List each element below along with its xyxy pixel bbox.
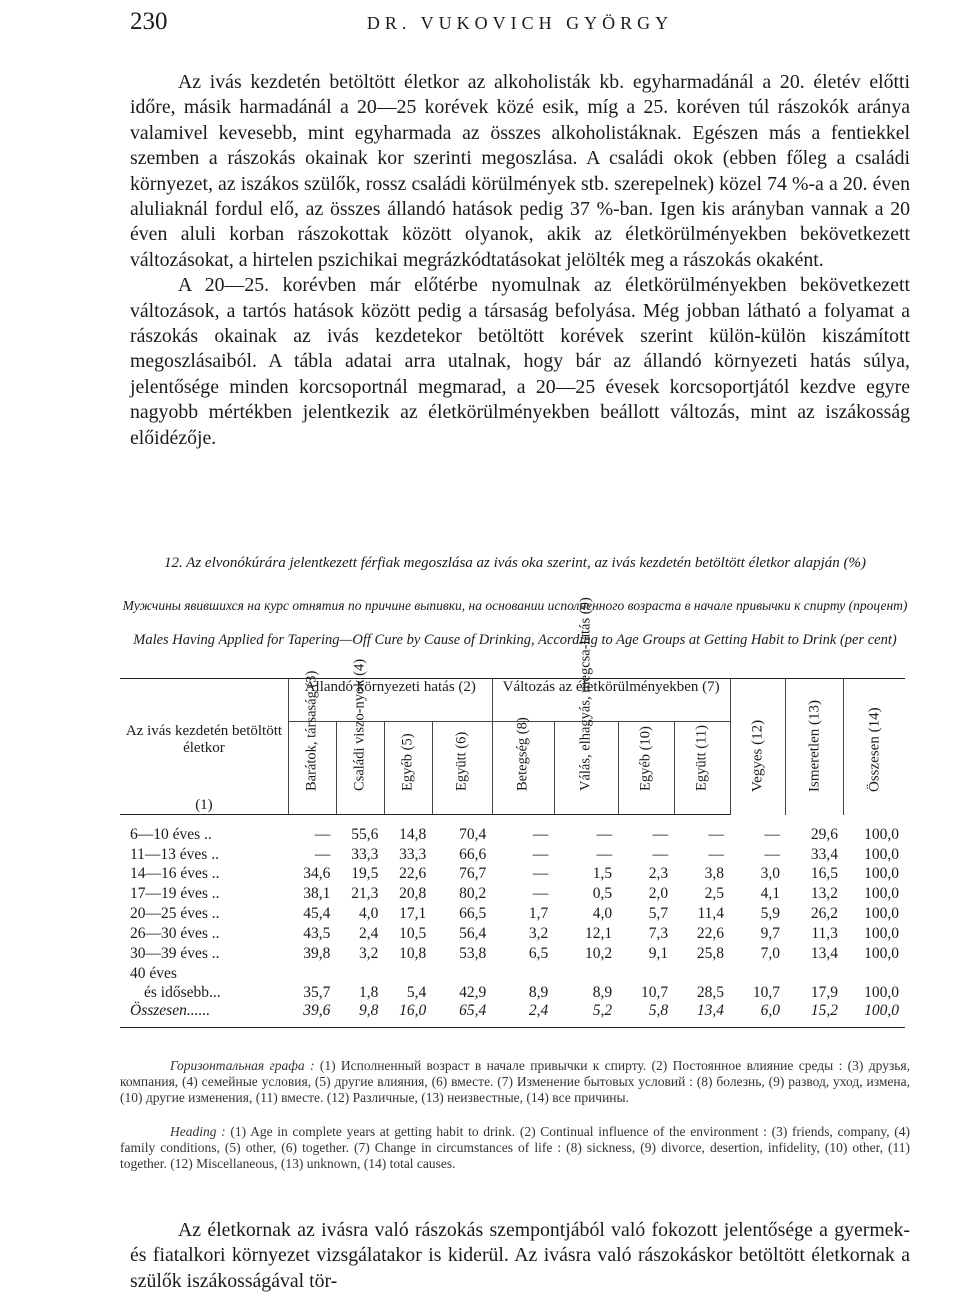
table-row bbox=[120, 904, 905, 924]
row-label: 30—39 éves .. bbox=[130, 944, 220, 962]
table-cell: 10,8 bbox=[399, 944, 427, 962]
table-cell: 5,2 bbox=[554, 1002, 618, 1028]
table-cell: — bbox=[532, 865, 549, 883]
table-caption-hungarian: 12. Az elvonókúrára jelentkezett férfiak megoszlása az ivás oka szerint, az ivás kezdetén betöltött életkor alapján (%) bbox=[163, 555, 867, 571]
table-cell: 29,6 bbox=[810, 825, 838, 843]
table-cell: 20,8 bbox=[399, 885, 427, 903]
table-cell: 100,0 bbox=[864, 885, 899, 903]
group-header-constant: Állandó környezeti hatás (2) bbox=[288, 679, 492, 722]
table-cell: 8,9 bbox=[592, 983, 613, 1001]
table-cell: — bbox=[314, 845, 331, 863]
table-cell: 10,5 bbox=[399, 924, 427, 942]
table-cell: 17,9 bbox=[810, 983, 838, 1001]
row-label: Összesen...... bbox=[120, 1002, 288, 1028]
row-header-number: (1) bbox=[195, 797, 213, 813]
table-cell: 34,6 bbox=[303, 865, 331, 883]
row-label: 14—16 éves .. bbox=[130, 865, 220, 883]
table-cell: 45,4 bbox=[303, 905, 331, 923]
table-cell: 2,0 bbox=[648, 885, 669, 903]
table-cell: 70,4 bbox=[459, 825, 487, 843]
table-cell: 28,5 bbox=[696, 983, 725, 1001]
row-label: 40 éves és idősebb... bbox=[130, 964, 221, 1001]
table-cell: 100,0 bbox=[844, 1002, 905, 1028]
table-cell: 25,8 bbox=[696, 944, 725, 962]
table-cell: 0,5 bbox=[592, 885, 613, 903]
table-cell: 9,7 bbox=[760, 924, 780, 942]
table-cell: 35,7 bbox=[303, 983, 331, 1001]
table-cell: 12,1 bbox=[585, 924, 613, 942]
table-cell: 100,0 bbox=[864, 865, 899, 883]
notes-russian-label: Горизонтальная графа : bbox=[170, 1058, 315, 1073]
column-header: Egyéb (5) bbox=[384, 722, 432, 815]
table-body bbox=[120, 815, 905, 1028]
table-cell: 43,5 bbox=[303, 924, 331, 942]
table-cell: — bbox=[532, 885, 549, 903]
row-label: 17—19 éves .. bbox=[130, 885, 220, 903]
notes-english-text: (1) Age in complete years at getting habit to drink. (2) Continual influence of the environment : (3) friends, company, (4) family conditions, (5) other, (6) together. (7) Change in circumstances of life : (8) sickness, (9) divorce, desertion, infidelity, (10) other, (11) together. (12) Miscellaneous, (13) unknown, (14) total causes. bbox=[120, 1124, 910, 1171]
table-cell: 100,0 bbox=[864, 825, 899, 843]
table-cell: 13,2 bbox=[810, 885, 838, 903]
table-cell: 1,8 bbox=[358, 983, 379, 1001]
page-number: 230 bbox=[130, 8, 168, 35]
group-header-change: Változás az életkörülményekben (7) bbox=[492, 679, 730, 722]
table-cell: 2,3 bbox=[648, 865, 669, 883]
column-header: Betegség (8) bbox=[492, 722, 554, 815]
table-cell: 14,8 bbox=[399, 825, 427, 843]
table-row-total bbox=[120, 1002, 905, 1028]
table-cell: 22,6 bbox=[399, 865, 427, 883]
table-cell: 13,4 bbox=[810, 944, 838, 962]
table-cell: 100,0 bbox=[864, 983, 899, 1001]
table-cell: 7,0 bbox=[760, 944, 780, 962]
table-cell: 21,3 bbox=[351, 885, 379, 903]
page-header bbox=[130, 8, 910, 44]
table-cell: 100,0 bbox=[864, 845, 899, 863]
column-header: Családi viszo-nyok (4) bbox=[336, 722, 384, 815]
table-cell: 4,1 bbox=[760, 885, 780, 903]
table-cell: 56,4 bbox=[459, 924, 487, 942]
paragraph: A 20—25. korévben már előtérbe nyomulnak az életkörülményekben bekövetkezett változások, a tartós hatások között pedig a társaság befolyása. Még jobban látható a folyamat a rászokás okainak az ivás kezdetekor betöltött korévek szerint külön-külön kiszámított megoszlásaiból. A tábla adatai arra utalnak, hogy bár az állandó környezeti hatás súlya, jelentősége minden korcsoportnál megmarad, a 20—25 évesek korcsoportjától kezdve egyre nagyobb mértékben jelentkezik az életkörülményekben beállott változás, mint az iszákosság előidézője. bbox=[130, 274, 910, 449]
table-row bbox=[120, 964, 905, 1002]
table-caption-english: Males Having Applied for Tapering—Off Cure by Cause of Drinking, According to Age Groups at Getting Habit to Drink (per cent) bbox=[133, 632, 897, 648]
table-cell: 15,2 bbox=[786, 1002, 844, 1028]
table-cell: 8,9 bbox=[528, 983, 549, 1001]
table-cell: — bbox=[652, 825, 669, 843]
notes-english-label: Heading : bbox=[170, 1124, 226, 1139]
table-cell: 55,6 bbox=[351, 825, 379, 843]
table-cell: 2,4 bbox=[492, 1002, 554, 1028]
table-cell: 100,0 bbox=[864, 924, 899, 942]
body-text-bottom bbox=[130, 1218, 910, 1294]
table-cell: 53,8 bbox=[459, 944, 487, 962]
table-cell: — bbox=[708, 845, 725, 863]
table-cell: 39,8 bbox=[303, 944, 331, 962]
row-header-label: Az ivás kezdetén betöltött életkor bbox=[125, 723, 283, 756]
table-cell: — bbox=[532, 845, 549, 863]
table-cell: 11,3 bbox=[811, 924, 838, 942]
table-cell: — bbox=[708, 825, 725, 843]
table-cell: 16,0 bbox=[384, 1002, 432, 1028]
table-cell: 38,1 bbox=[303, 885, 331, 903]
row-header-cell bbox=[120, 679, 288, 815]
table-cell: — bbox=[596, 825, 613, 843]
table-cell: 11,4 bbox=[697, 905, 725, 923]
table-cell: 10,7 bbox=[752, 983, 780, 1001]
column-header: Együtt (6) bbox=[432, 722, 492, 815]
notes-russian-text: (1) Исполненный возраст в начале привычки к спирту. (2) Постоянное влияние среды : (3) друзья, компания, (4) семейные условия, (5) другие влияния, (6) вместе. (7) Изменение бытовых условий : (8) болезнь, (9) развод, уход, измена, (10) другие изменения, (11) вместе. (12) Различные, (13) неизвестные, (14) все причины. bbox=[120, 1058, 911, 1105]
row-label: 26—30 éves .. bbox=[130, 924, 220, 942]
table-cell: 26,2 bbox=[810, 905, 838, 923]
table-cell: 7,3 bbox=[648, 924, 669, 942]
table-cell: 9,8 bbox=[336, 1002, 384, 1028]
table-cell: 33,3 bbox=[399, 845, 427, 863]
running-head: DR. VUKOVICH GYÖRGY bbox=[366, 13, 674, 33]
table-cell: 6,5 bbox=[528, 944, 549, 962]
table-cell: 65,4 bbox=[432, 1002, 492, 1028]
table-row bbox=[120, 815, 905, 845]
table-cell: 16,5 bbox=[810, 865, 838, 883]
table-cell: — bbox=[596, 845, 613, 863]
paragraph: Az életkornak az ivásra való rászokás szempontjából való fokozott jelentősége a gyermek- és fiatalkori környezet vizsgálatakor is kiderül. Az ivásra való rászokáskor betöltött életkornak a szülők iszákosságával tör- bbox=[130, 1219, 910, 1292]
table-cell: 3,2 bbox=[528, 924, 549, 942]
table-cell: 5,8 bbox=[618, 1002, 674, 1028]
table-cell: 3,8 bbox=[704, 865, 725, 883]
table-cell: 13,4 bbox=[674, 1002, 730, 1028]
table-cell: 33,4 bbox=[810, 845, 838, 863]
table-cell: 5,9 bbox=[760, 905, 780, 923]
table-caption-russian: Мужчины явившихся на курс отнятия по причине выпивки, на основании исполненного возраста в начале привычки к спирту (процент) bbox=[122, 598, 908, 613]
table-cell: 22,6 bbox=[696, 924, 725, 942]
body-text-top bbox=[130, 70, 910, 451]
table-cell: 1,7 bbox=[528, 905, 549, 923]
table-cell: 10,7 bbox=[640, 983, 669, 1001]
table-cell: 9,1 bbox=[648, 944, 669, 962]
table-cell: 42,9 bbox=[459, 983, 487, 1001]
table-cell: 4,0 bbox=[592, 905, 613, 923]
table-cell: 66,6 bbox=[459, 845, 487, 863]
table-cell: 100,0 bbox=[864, 944, 899, 962]
table-cell: 3,0 bbox=[760, 865, 780, 883]
column-header: Ismeretlen (13) bbox=[786, 679, 844, 815]
table-cell: 6,0 bbox=[730, 1002, 786, 1028]
row-label: 11—13 éves .. bbox=[130, 845, 219, 863]
table-row bbox=[120, 845, 905, 865]
row-label: 6—10 éves .. bbox=[130, 825, 212, 843]
table-cell: 80,2 bbox=[459, 885, 487, 903]
column-header: Barátok, társaság (3) bbox=[288, 722, 336, 815]
table-cell: 1,5 bbox=[592, 865, 613, 883]
table-cell: 33,3 bbox=[351, 845, 379, 863]
table-cell: 3,2 bbox=[358, 944, 379, 962]
row-label: 20—25 éves .. bbox=[130, 905, 220, 923]
column-header: Egyéb (10) bbox=[618, 722, 674, 815]
table-row bbox=[120, 865, 905, 885]
table-cell: 76,7 bbox=[459, 865, 487, 883]
table-cell: — bbox=[764, 825, 780, 843]
column-header: Összesen (14) bbox=[844, 679, 905, 815]
table-cell: 17,1 bbox=[399, 905, 427, 923]
table-cell: 100,0 bbox=[864, 905, 899, 923]
table-cell: 2,5 bbox=[704, 885, 725, 903]
table-row bbox=[120, 944, 905, 964]
table-cell: — bbox=[652, 845, 669, 863]
table-cell: 5,4 bbox=[406, 983, 427, 1001]
notes-english bbox=[120, 1124, 910, 1172]
column-header: Válás, elhagyás, megcsa-latás (9) bbox=[554, 722, 618, 815]
paragraph: Az ivás kezdetén betöltött életkor az alkoholisták kb. egyharmadánál a 20. életév előtti időre, másik harmadánál a 20—25 korévek közé esik, míg a 25. koréven túl rászokók aránya valamivel kevesebb, mint egyharmada az összes alkoholistáknak. Egészen más a fentiekkel szemben a rászokás okainak kor szerinti megoszlása. A családi okok (ebben főleg a családi környezet, az iszákos szülők, rossz családi körülmények stb. szerepelnek) közel 74 %-a a 20. éven aluliaknál fordul elő, az összes állandó hatások pedig 37 %-ban. Igen kis arányban vannak a 20 éven aluli korban rászokottak között olyanok, akik az életkörülményekben bekövetkezett változásokat, a hirtelen pszichikai megrázkódtatásokat jelölték meg a rászokás okaként. bbox=[130, 71, 910, 271]
notes-russian bbox=[120, 1058, 910, 1106]
table-cell: 5,7 bbox=[648, 905, 669, 923]
column-header: Vegyes (12) bbox=[730, 679, 786, 815]
table-row bbox=[120, 924, 905, 944]
table-row bbox=[120, 884, 905, 904]
table-cell: — bbox=[314, 825, 331, 843]
table-cell: — bbox=[764, 845, 780, 863]
table-cell: — bbox=[532, 825, 549, 843]
table-cell: 4,0 bbox=[358, 905, 379, 923]
table-cell: 19,5 bbox=[351, 865, 379, 883]
table-cell: 10,2 bbox=[585, 944, 613, 962]
table-cell: 2,4 bbox=[358, 924, 379, 942]
column-header: Együtt (11) bbox=[674, 722, 730, 815]
table-cell: 66,5 bbox=[459, 905, 487, 923]
table-cell: 39,6 bbox=[288, 1002, 336, 1028]
